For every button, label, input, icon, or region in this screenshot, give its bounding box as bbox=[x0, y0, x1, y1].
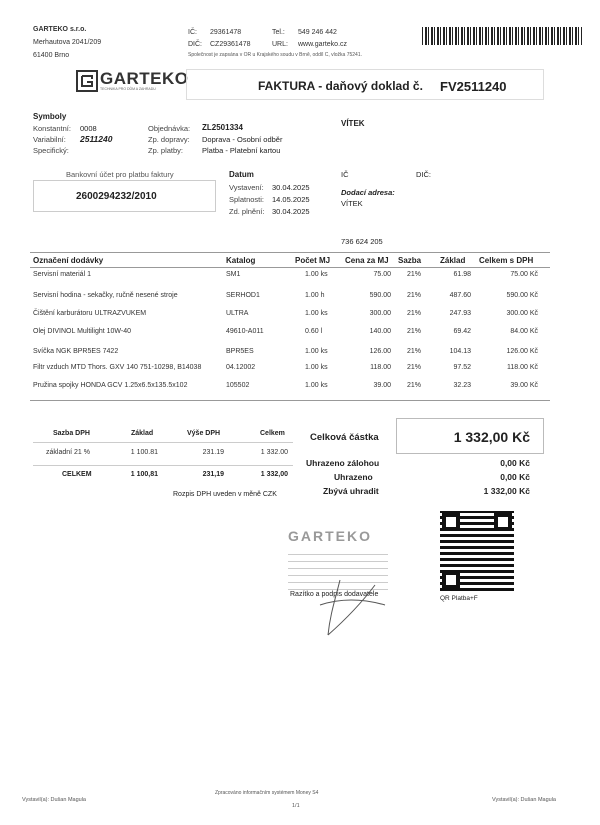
table-row bbox=[0, 310, 600, 322]
item-total: 300.00 Kč bbox=[506, 310, 538, 317]
variabilni-label: Variabilní: bbox=[33, 135, 66, 144]
table-row bbox=[0, 292, 600, 304]
vat-h-rate: Sazba DPH bbox=[53, 430, 90, 437]
supplier-ic-label: IČ: bbox=[188, 29, 197, 36]
garteko-logo bbox=[76, 69, 189, 93]
item-qty: 1.00 ks bbox=[305, 271, 328, 278]
item-qty: 1.00 ks bbox=[305, 348, 328, 355]
delivery-name: VÍTEK bbox=[341, 199, 363, 208]
item-rate: 21% bbox=[407, 328, 422, 335]
advance-value: 0,00 Kč bbox=[500, 458, 530, 468]
supplier-street: Merhautova 2041/209 bbox=[33, 39, 102, 46]
stamp-logo: GARTEKO bbox=[288, 528, 372, 544]
item-base: 104.13 bbox=[449, 348, 471, 355]
item-unit-price: 118.00 bbox=[370, 364, 391, 371]
advance-label: Uhrazeno zálohou bbox=[306, 458, 380, 468]
logo-subtitle: TECHNIKA PRO DŮM A ZAHRADU bbox=[100, 87, 156, 91]
col-header-rate: Sazba bbox=[398, 256, 422, 265]
vat-row-base: 1 100.81 bbox=[130, 449, 158, 456]
item-unit-price: 126.00 bbox=[369, 348, 391, 355]
col-header-total: Celkem s DPH bbox=[479, 256, 534, 265]
signature-scribble bbox=[300, 575, 390, 645]
delivery-label: Dodací adresa: bbox=[341, 188, 395, 197]
footer-right: Vystavil(a): Dušan Magula bbox=[492, 797, 556, 803]
item-base: 487.60 bbox=[449, 292, 471, 299]
splatnosti-value: 14.05.2025 bbox=[272, 195, 310, 204]
item-catalog: 105502 bbox=[226, 382, 250, 389]
specificky-label: Specifický: bbox=[33, 146, 69, 155]
item-base: 32.23 bbox=[453, 382, 471, 389]
item-qty: 0.60 l bbox=[305, 328, 323, 335]
vystaveni-value: 30.04.2025 bbox=[272, 183, 310, 192]
item-rate: 21% bbox=[407, 364, 422, 371]
item-name: Filtr vzduch MTD Thors. GXV 140 751-10298, B14038 bbox=[33, 364, 202, 371]
table-row bbox=[0, 364, 600, 376]
item-rate: 21% bbox=[407, 310, 422, 317]
item-total: 84.00 Kč bbox=[510, 328, 538, 335]
customer-name: VÍTEK bbox=[341, 119, 365, 128]
objednavka-label: Objednávka: bbox=[148, 124, 191, 133]
item-name: Servisní materiál 1 bbox=[33, 271, 91, 278]
footer-left: Vystavil(a): Dušan Magula bbox=[22, 797, 86, 803]
supplier-name: GARTEKO s.r.o. bbox=[33, 26, 87, 33]
qr-code bbox=[440, 511, 514, 591]
document-title: FAKTURA - daňový doklad č. bbox=[258, 79, 423, 93]
konstantni-value: 0008 bbox=[80, 124, 97, 133]
logo-text: GARTEKO bbox=[100, 69, 189, 88]
item-name: Svíčka NGK BPR5ES 7422 bbox=[33, 348, 119, 355]
doprava-value: Doprava - Osobní odběr bbox=[202, 135, 283, 144]
symbols-heading: Symboly bbox=[33, 112, 67, 121]
vat-note: Rozpis DPH uveden v měně CZK bbox=[173, 491, 277, 498]
item-qty: 1.00 ks bbox=[305, 310, 328, 317]
item-name: Pružina spojky HONDA GCV 1.25x6.5x135.5x102 bbox=[33, 382, 188, 389]
item-total: 126.00 Kč bbox=[506, 348, 538, 355]
item-unit-price: 75.00 bbox=[373, 271, 391, 278]
table-row bbox=[0, 271, 600, 283]
item-total: 118.00 Kč bbox=[506, 364, 538, 371]
item-unit-price: 590.00 bbox=[369, 292, 391, 299]
item-qty: 1.00 ks bbox=[305, 364, 328, 371]
due-label: Zbývá uhradit bbox=[323, 486, 379, 496]
item-name: Servisní hodina - sekačky, ručně nesené stroje bbox=[33, 292, 178, 299]
due-value: 1 332,00 Kč bbox=[483, 486, 530, 496]
item-total: 75.00 Kč bbox=[510, 271, 538, 278]
vat-row-vat: 231.19 bbox=[202, 449, 224, 456]
supplier-url: www.garteko.cz bbox=[298, 41, 348, 48]
item-name: Olej DIVINOL Multilight 10W-40 bbox=[33, 328, 132, 335]
dates-heading: Datum bbox=[229, 170, 254, 179]
signature-label: Razítko a podpis dodavatele bbox=[290, 591, 379, 598]
vat-h-total: Celkem bbox=[260, 430, 285, 437]
item-base: 247.93 bbox=[449, 310, 471, 317]
col-header-base: Základ bbox=[440, 256, 466, 265]
doprava-label: Zp. dopravy: bbox=[148, 135, 190, 144]
col-header-catalog: Katalog bbox=[226, 256, 256, 265]
supplier-tel-label: Tel.: bbox=[272, 29, 285, 36]
paid-label: Uhrazeno bbox=[334, 472, 373, 482]
vat-row-label: základní 21 % bbox=[46, 449, 90, 456]
supplier-registry: Společnost je zapsána v OR u Krajského soudu v Brně, oddíl C, vložka 75241. bbox=[188, 52, 362, 58]
bank-account: 2600294232/2010 bbox=[76, 191, 157, 202]
item-unit-price: 140.00 bbox=[369, 328, 391, 335]
plneni-value: 30.04.2025 bbox=[272, 207, 310, 216]
vat-sum-total: 1 332,00 bbox=[260, 471, 288, 478]
item-total: 590.00 Kč bbox=[506, 292, 538, 299]
item-unit-price: 300.00 bbox=[369, 310, 391, 317]
item-rate: 21% bbox=[407, 292, 422, 299]
paid-value: 0,00 Kč bbox=[500, 472, 530, 482]
item-unit-price: 39.00 bbox=[373, 382, 391, 389]
total-value: 1 332,00 Kč bbox=[453, 429, 530, 445]
item-catalog: 49610-A011 bbox=[226, 328, 264, 335]
qr-label: QR Platba+F bbox=[440, 595, 478, 602]
supplier-dic-label: DIČ: bbox=[188, 41, 202, 48]
vat-sum-base: 1 100,81 bbox=[130, 471, 158, 478]
item-rate: 21% bbox=[407, 382, 422, 389]
item-base: 69.42 bbox=[453, 328, 471, 335]
bank-label: Bankovní účet pro platbu faktury bbox=[66, 170, 174, 179]
barcode bbox=[422, 27, 582, 45]
table-row bbox=[0, 328, 600, 340]
col-header-name: Označení dodávky bbox=[33, 256, 104, 265]
customer-dic-label: DIČ: bbox=[416, 170, 431, 179]
splatnosti-label: Splatnosti: bbox=[229, 195, 265, 204]
item-qty: 1.00 ks bbox=[305, 382, 328, 389]
item-catalog: SM1 bbox=[226, 271, 241, 278]
vat-sum-label: CELKEM bbox=[62, 471, 92, 478]
garteko-logo-mark-icon bbox=[76, 70, 98, 92]
item-catalog: 04.12002 bbox=[226, 364, 256, 371]
item-catalog: BPR5ES bbox=[226, 348, 254, 355]
item-catalog: SERHOD1 bbox=[226, 292, 260, 299]
item-base: 61.98 bbox=[453, 271, 471, 278]
item-rate: 21% bbox=[407, 348, 422, 355]
vystaveni-label: Vystavení: bbox=[229, 183, 264, 192]
supplier-tel: 549 246 442 bbox=[298, 29, 337, 36]
total-label: Celková částka bbox=[310, 432, 379, 443]
platba-label: Zp. platby: bbox=[148, 146, 184, 155]
supplier-dic: CZ29361478 bbox=[210, 41, 251, 48]
item-base: 97.52 bbox=[453, 364, 471, 371]
platba-value: Platba - Platební kartou bbox=[202, 146, 281, 155]
footer-page: 1/1 bbox=[292, 803, 300, 809]
item-name: Čištění karburátoru ULTRAZVUKEM bbox=[33, 310, 147, 317]
vat-row-total: 1 332.00 bbox=[260, 449, 288, 456]
table-row bbox=[0, 348, 600, 360]
konstantni-label: Konstantní: bbox=[33, 124, 71, 133]
supplier-ic: 29361478 bbox=[210, 29, 242, 36]
item-catalog: ULTRA bbox=[226, 310, 249, 317]
customer-phone: 736 624 205 bbox=[341, 237, 383, 246]
item-total: 39.00 Kč bbox=[510, 382, 538, 389]
objednavka-value: ZL2501334 bbox=[202, 123, 243, 132]
col-header-unit-price: Cena za MJ bbox=[345, 256, 389, 265]
col-header-qty: Počet MJ bbox=[295, 256, 331, 265]
variabilni-value: 2511240 bbox=[80, 134, 113, 144]
document-number: FV2511240 bbox=[440, 79, 507, 94]
item-qty: 1.00 h bbox=[305, 292, 325, 299]
plneni-label: Zd. plnění: bbox=[229, 207, 265, 216]
supplier-city: 61400 Brno bbox=[33, 52, 70, 59]
vat-sum-vat: 231,19 bbox=[202, 471, 224, 478]
footer-center: Zpracováno informačním systémem Money S4 bbox=[215, 790, 319, 796]
vat-h-base: Základ bbox=[131, 430, 154, 437]
table-row bbox=[0, 382, 600, 394]
supplier-url-label: URL: bbox=[272, 41, 288, 48]
vat-h-vat: Výše DPH bbox=[187, 430, 221, 437]
customer-ic-label: IČ bbox=[341, 170, 349, 179]
item-rate: 21% bbox=[407, 271, 422, 278]
